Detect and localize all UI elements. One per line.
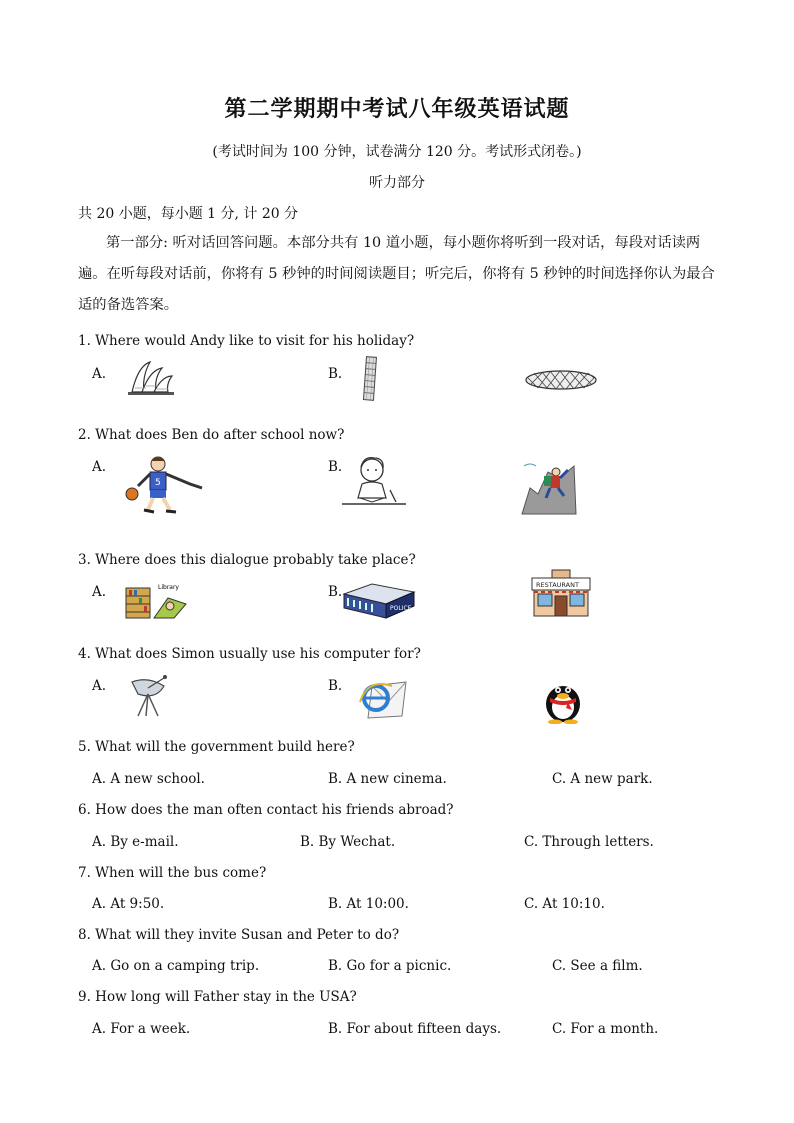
score-info: 共 20 小题，每小题 1 分, 计 20 分 [78, 206, 299, 222]
question-6: 6. How does the man often contact his friends abroad? [78, 802, 454, 818]
instructions-text: 第一部分: 听对话回答问题。本部分共有 10 道小题，每小题你将听到一段对话，每段对话读两遍。在听每段对话前，你将有 5 秒钟的时间阅读题目；听完后，你将有 5 秒钟的时间选择你认为最合适的备选答案。 [78, 235, 715, 313]
q5-option-a: A. A new school. [92, 771, 205, 787]
birds-nest-stadium-picture [524, 368, 598, 392]
rock-climber-picture [520, 458, 578, 516]
leaning-tower-picture [360, 354, 380, 402]
q3-option-a-label: A. [92, 584, 107, 600]
boy-writing-picture [340, 454, 410, 512]
police-sign: POLICE [390, 605, 412, 612]
q6-option-a: A. By e-mail. [92, 834, 179, 850]
instructions-paragraph [78, 228, 718, 321]
restaurant-sign: RESTAURANT [536, 581, 579, 589]
qq-penguin-picture [538, 676, 588, 724]
sydney-opera-house-picture [126, 358, 176, 398]
police-station-picture [342, 576, 416, 620]
question-4: 4. What does Simon usually use his computer for? [78, 646, 421, 662]
page-title: 第二学期期中考试八年级英语试题 [224, 96, 570, 122]
question-9: 9. How long will Father stay in the USA? [78, 989, 357, 1005]
q9-option-c: C. For a month. [552, 1021, 659, 1037]
q8-option-b: B. Go for a picnic. [328, 958, 452, 974]
q9-option-b: B. For about fifteen days. [328, 1021, 502, 1037]
q6-option-c: C. Through letters. [524, 834, 654, 850]
q1-option-b-label: B. [328, 366, 343, 382]
q2-option-a-label: A. [92, 459, 107, 475]
q1-option-a-label: A. [92, 366, 107, 382]
question-5: 5. What will the government build here? [78, 739, 355, 755]
q6-option-b: B. By Wechat. [300, 834, 396, 850]
q7-option-b: B. At 10:00. [328, 896, 409, 912]
library-sign: Library [158, 584, 179, 591]
q5-option-c: C. A new park. [552, 771, 653, 787]
library-picture [124, 580, 188, 620]
question-7: 7. When will the bus come? [78, 865, 267, 881]
q5-option-b: B. A new cinema. [328, 771, 447, 787]
q2-option-b-label: B. [328, 459, 343, 475]
section-heading: 听力部分 [369, 175, 425, 191]
q3-option-b-label: B. [328, 584, 343, 600]
restaurant-picture [530, 566, 592, 618]
satellite-dish-picture [128, 672, 176, 720]
q4-option-b-label: B. [328, 678, 343, 694]
question-1: 1. Where would Andy like to visit for his holiday? [78, 333, 415, 349]
exam-info: (考试时间为 100 分钟，试卷满分 120 分。考试形式闭卷。) [212, 144, 582, 160]
q7-option-a: A. At 9:50. [92, 896, 165, 912]
q4-option-a-label: A. [92, 678, 107, 694]
question-8: 8. What will they invite Susan and Peter to do? [78, 927, 400, 943]
svg-text:5: 5 [155, 478, 161, 488]
q7-option-c: C. At 10:10. [524, 896, 605, 912]
q9-option-a: A. For a week. [92, 1021, 191, 1037]
basketball-player-picture [120, 454, 208, 516]
q8-option-c: C. See a film. [552, 958, 643, 974]
question-3: 3. Where does this dialogue probably take place? [78, 552, 416, 568]
question-2: 2. What does Ben do after school now? [78, 427, 345, 443]
internet-explorer-email-picture [358, 672, 408, 720]
q8-option-a: A. Go on a camping trip. [92, 958, 260, 974]
